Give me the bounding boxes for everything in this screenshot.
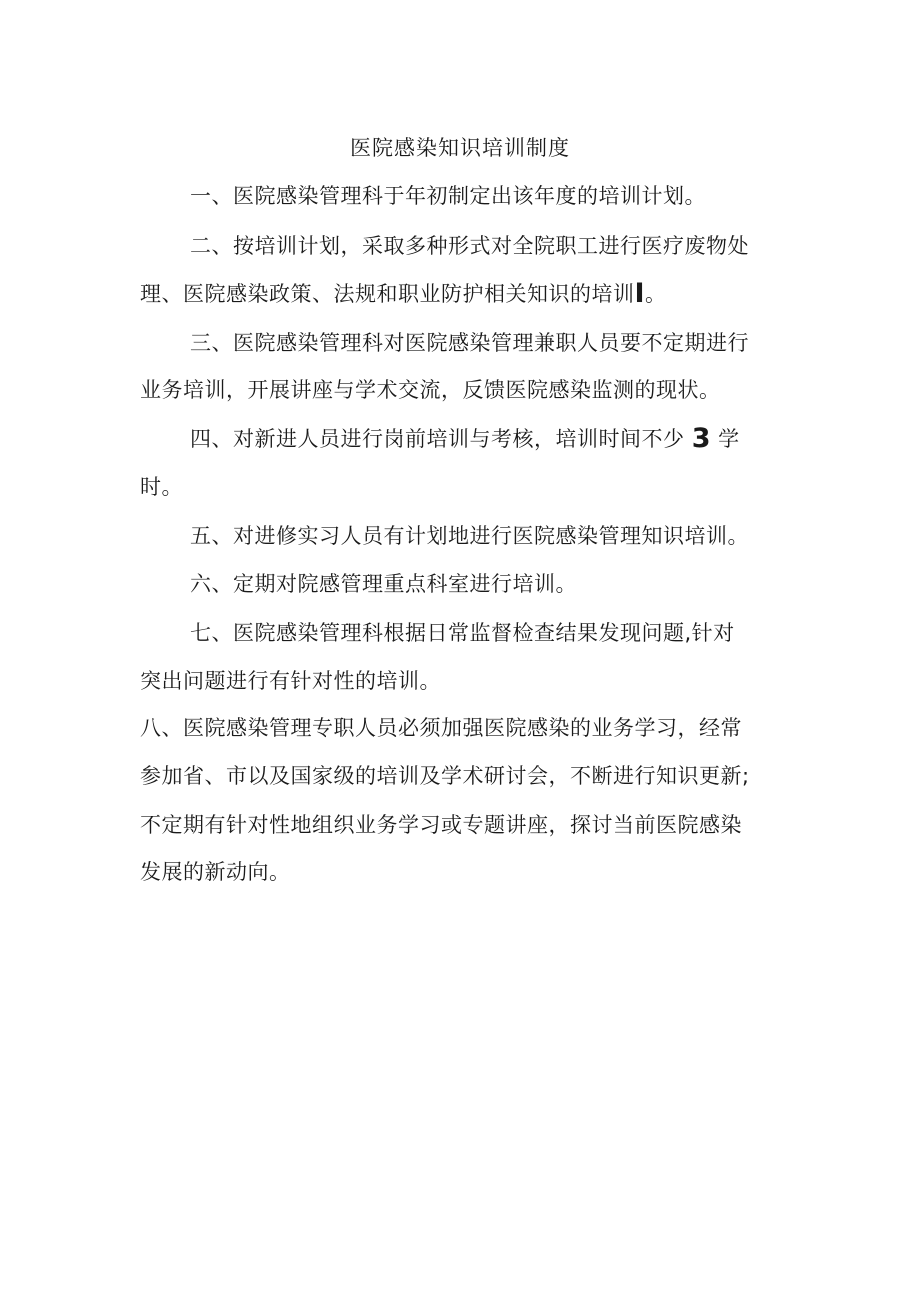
item-6-line-1: 六、定期对院感管理重点科室进行培训。	[190, 572, 577, 596]
item-2-line-2	[140, 279, 667, 309]
document-title: 医院感染知识培训制度	[350, 136, 570, 160]
item-3-line-2: 业务培训，开展讲座与学术交流，反馈医院感染监测的现状。	[140, 378, 721, 402]
item-2-line-2-text: 理、医院感染政策、法规和职业防护相关知识的培训	[140, 282, 635, 306]
item-8-line-2: 参加省、市以及国家级的培训及学术研讨会，不断进行知识更新;	[140, 764, 750, 788]
item-4-line-1	[190, 424, 740, 454]
item-8-line-1: 八、医院感染管理专职人员必须加强医院感染的业务学习，经常	[140, 716, 742, 740]
item-4-line-1-end: 学	[718, 427, 740, 451]
item-7-line-2: 突出问题进行有针对性的培训。	[140, 669, 441, 693]
item-5-line-1: 五、对进修实习人员有计划地进行医院感染管理知识培训。	[190, 524, 749, 548]
item-8-line-4: 发展的新动向。	[140, 860, 291, 884]
item-4-line-2: 时。	[140, 475, 183, 499]
item-1-line-1: 一、医院感染管理科于年初制定出该年度的培训计划。	[190, 184, 706, 208]
item-2-line-1: 二、按培训计划，采取多种形式对全院职工进行医疗废物处	[190, 234, 749, 258]
item-3-line-1: 三、医院感染管理科对医院感染管理兼职人员要不定期进行	[190, 331, 749, 355]
item-2-line-2-end: 。	[645, 282, 667, 306]
item-2-line-2-mark: I	[634, 278, 646, 309]
item-7-line-1: 七、医院感染管理科根据日常监督检查结果发现问题,针对	[190, 621, 735, 645]
item-8-line-3: 不定期有针对性地组织业务学习或专题讲座，探讨当前医院感染	[140, 813, 742, 837]
item-4-line-1-text: 四、对新进人员进行岗前培训与考核，培训时间不少	[190, 427, 685, 451]
item-4-hours-number: 3	[691, 423, 711, 454]
